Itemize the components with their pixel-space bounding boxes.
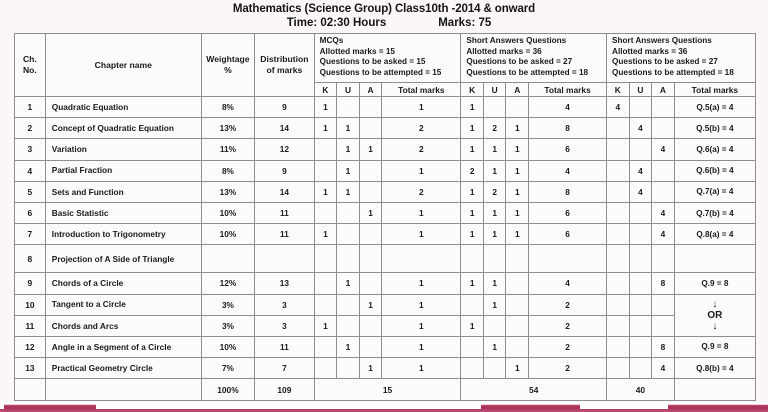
header-saq1-u: U: [483, 83, 506, 97]
row-saq2-question-label: Q.8(b) = 4: [674, 358, 755, 379]
row-chapter-number: 1: [15, 97, 46, 118]
header-group-saq-1: [461, 34, 607, 83]
row-saq2-a: [652, 181, 675, 202]
row-mcq-k: [314, 336, 337, 357]
group-1-attempted: Questions to be attempted = 18: [466, 67, 589, 77]
header-distribution-line2: of marks: [266, 65, 303, 75]
row-saq2-k: [607, 358, 630, 379]
table-row[interactable]: [15, 336, 756, 357]
row-mcq-total: 1: [382, 224, 461, 245]
row-saq2-a: 8: [652, 273, 675, 294]
row-saq1-k: [461, 358, 484, 379]
exam-meta-row: [0, 16, 768, 31]
row-saq1-a: [506, 336, 529, 357]
header-saq2-u: U: [629, 83, 652, 97]
row-saq1-k: 1: [461, 315, 484, 336]
row-saq1-total: 2: [529, 336, 607, 357]
header-weightage: [201, 34, 254, 97]
row-saq1-total: 6: [529, 202, 607, 223]
row-mcq-u: [337, 245, 360, 273]
header-group-saq-2: [607, 34, 756, 83]
header-weightage-line1: Weightage: [206, 54, 250, 64]
row-distribution: 3: [255, 315, 315, 336]
row-saq2-k: 4: [607, 97, 630, 118]
row-distribution: 14: [255, 181, 315, 202]
row-mcq-u: 1: [337, 273, 360, 294]
group-2-name: Short Answers Questions: [612, 36, 712, 45]
row-saq2-a: 4: [652, 202, 675, 223]
table-row[interactable]: [15, 139, 756, 160]
row-mcq-total: 1: [382, 273, 461, 294]
row-saq1-total: 6: [529, 224, 607, 245]
syllabus-table-container: [14, 33, 756, 401]
row-saq2-u: [629, 336, 652, 357]
row-saq1-k: [461, 336, 484, 357]
group-0-allotted: Allotted marks = 15: [319, 46, 395, 56]
row-saq1-u: 2: [483, 181, 506, 202]
table-row[interactable]: [15, 97, 756, 118]
row-saq2-a: 4: [652, 224, 675, 245]
header-saq2-total: Total marks: [674, 83, 755, 97]
row-saq2-u: [629, 97, 652, 118]
row-saq2-question-label: Q.5(a) = 4: [674, 97, 755, 118]
row-mcq-u: 1: [337, 181, 360, 202]
header-distribution-line1: Distribution: [260, 54, 309, 64]
table-row[interactable]: [15, 224, 756, 245]
row-distribution: 13: [255, 273, 315, 294]
row-mcq-k: [314, 273, 337, 294]
row-saq1-a: [506, 245, 529, 273]
row-saq1-u: 1: [483, 336, 506, 357]
row-saq2-question-label: Q.9 = 8: [674, 273, 755, 294]
row-weightage: 10%: [201, 336, 254, 357]
totals-last: [674, 379, 755, 401]
row-saq2-u: [629, 294, 652, 315]
row-saq2-u: [629, 315, 652, 336]
row-mcq-u: 1: [337, 160, 360, 181]
row-mcq-k: [314, 202, 337, 223]
row-weightage: 7%: [201, 358, 254, 379]
row-saq1-a: [506, 294, 529, 315]
row-saq1-a: 1: [506, 358, 529, 379]
table-body: [15, 97, 756, 379]
scanned-page-edge: [0, 402, 768, 412]
row-saq2-u: [629, 273, 652, 294]
row-mcq-a: 1: [359, 202, 382, 223]
row-saq2-k: [607, 118, 630, 139]
row-mcq-u: 1: [337, 118, 360, 139]
row-weightage: 13%: [201, 181, 254, 202]
row-saq1-total: 2: [529, 315, 607, 336]
paper-pattern-table: [14, 33, 756, 401]
row-mcq-u: [337, 224, 360, 245]
row-chapter-name: Angle in a Segment of a Circle: [45, 336, 201, 357]
row-mcq-a: [359, 160, 382, 181]
row-saq2-a: 4: [652, 358, 675, 379]
row-saq1-k: 1: [461, 139, 484, 160]
row-saq2-k: [607, 181, 630, 202]
row-mcq-u: 1: [337, 139, 360, 160]
row-distribution: 11: [255, 336, 315, 357]
row-mcq-total: 1: [382, 202, 461, 223]
page-edge-notch-a: [96, 402, 481, 409]
row-chapter-number: 6: [15, 202, 46, 223]
group-0-attempted: Questions to be attempted = 15: [319, 67, 442, 77]
row-chapter-number: 11: [15, 315, 46, 336]
group-1-asked: Questions to be asked = 27: [466, 57, 573, 67]
row-weightage: 12%: [201, 273, 254, 294]
row-saq2-or-block: [674, 294, 755, 336]
row-chapter-number: 4: [15, 160, 46, 181]
row-weightage: 3%: [201, 315, 254, 336]
row-saq2-k: [607, 224, 630, 245]
header-mcq-a: A: [359, 83, 382, 97]
row-saq2-u: 4: [629, 118, 652, 139]
row-mcq-k: 1: [314, 315, 337, 336]
header-saq1-total: Total marks: [529, 83, 607, 97]
row-mcq-k: [314, 358, 337, 379]
row-mcq-u: [337, 315, 360, 336]
header-weightage-line2: %: [224, 65, 232, 75]
header-distribution: [255, 34, 315, 97]
row-saq2-question-label: Q.9 = 8: [674, 336, 755, 357]
row-chapter-number: 8: [15, 245, 46, 273]
row-saq1-k: 1: [461, 181, 484, 202]
row-saq2-u: [629, 224, 652, 245]
row-weightage: 3%: [201, 294, 254, 315]
row-mcq-k: 1: [314, 97, 337, 118]
row-chapter-name: Partial Fraction: [45, 160, 201, 181]
row-saq2-u: 4: [629, 160, 652, 181]
row-saq1-u: 1: [483, 202, 506, 223]
row-saq1-total: 4: [529, 160, 607, 181]
row-saq2-question-label: Q.8(a) = 4: [674, 224, 755, 245]
header-group-mcqs: [314, 34, 461, 83]
header-saq1-k: K: [461, 83, 484, 97]
row-mcq-u: [337, 97, 360, 118]
row-chapter-name: Basic Statistic: [45, 202, 201, 223]
totals-row: [15, 379, 756, 401]
row-saq2-question-label: Q.6(a) = 4: [674, 139, 755, 160]
row-mcq-k: 1: [314, 224, 337, 245]
row-mcq-k: [314, 139, 337, 160]
group-2-allotted: Allotted marks = 36: [612, 46, 688, 56]
row-distribution: 14: [255, 118, 315, 139]
table-row[interactable]: [15, 315, 756, 336]
row-saq2-k: [607, 202, 630, 223]
row-saq1-a: [506, 97, 529, 118]
row-saq1-total: 8: [529, 181, 607, 202]
row-saq1-total: 6: [529, 139, 607, 160]
row-mcq-total: 1: [382, 358, 461, 379]
page-edge-notch-c: [0, 402, 4, 409]
row-saq2-k: [607, 245, 630, 273]
table-row[interactable]: [15, 202, 756, 223]
row-saq2-a: [652, 245, 675, 273]
row-chapter-name: Variation: [45, 139, 201, 160]
row-saq2-k: [607, 160, 630, 181]
row-mcq-a: [359, 245, 382, 273]
row-mcq-k: 1: [314, 118, 337, 139]
row-mcq-k: 1: [314, 181, 337, 202]
row-chapter-number: 12: [15, 336, 46, 357]
row-saq2-u: [629, 358, 652, 379]
row-saq2-question-label: [674, 245, 755, 273]
row-weightage: 8%: [201, 97, 254, 118]
row-distribution: 11: [255, 202, 315, 223]
row-saq2-k: [607, 139, 630, 160]
row-chapter-number: 10: [15, 294, 46, 315]
header-ch-no-line2: No.: [22, 65, 37, 75]
row-saq1-u: 1: [483, 273, 506, 294]
row-mcq-a: 1: [359, 294, 382, 315]
row-mcq-total: 1: [382, 160, 461, 181]
header-chapter-name: Chapter name: [45, 34, 201, 97]
totals-weightage: 100%: [201, 379, 254, 401]
header-ch-no-line1: Ch.: [22, 54, 37, 64]
row-mcq-total: 1: [382, 315, 461, 336]
row-mcq-a: 1: [359, 139, 382, 160]
row-weightage: 10%: [201, 202, 254, 223]
table-row[interactable]: [15, 294, 756, 315]
row-saq2-a: 8: [652, 336, 675, 357]
row-saq1-k: 1: [461, 118, 484, 139]
row-saq1-k: 2: [461, 160, 484, 181]
arrow-down-icon: ↓: [712, 320, 718, 332]
row-saq1-total: 4: [529, 97, 607, 118]
row-saq1-a: 1: [506, 224, 529, 245]
page-title: Mathematics (Science Group) Class10th -2014 & onward: [232, 3, 536, 15]
exam-marks: Marks: 75: [438, 17, 492, 29]
row-saq1-a: 1: [506, 181, 529, 202]
row-saq2-a: [652, 315, 675, 336]
row-saq1-a: 1: [506, 118, 529, 139]
header-group-row: [15, 34, 756, 83]
row-saq2-a: 4: [652, 139, 675, 160]
row-chapter-number: 13: [15, 358, 46, 379]
row-saq2-question-label: Q.6(b) = 4: [674, 160, 755, 181]
table-row[interactable]: [15, 273, 756, 294]
document-title-block: [0, 0, 768, 31]
table-row[interactable]: [15, 160, 756, 181]
row-mcq-a: [359, 181, 382, 202]
row-saq2-a: [652, 294, 675, 315]
totals-saq1: 54: [461, 379, 607, 401]
row-saq2-k: [607, 315, 630, 336]
row-saq2-question-label: Q.5(b) = 4: [674, 118, 755, 139]
group-0-asked: Questions to be asked = 15: [319, 57, 426, 67]
row-saq2-u: 4: [629, 181, 652, 202]
row-mcq-u: 1: [337, 336, 360, 357]
row-saq2-k: [607, 273, 630, 294]
row-saq1-k: [461, 245, 484, 273]
row-saq1-u: 1: [483, 294, 506, 315]
row-chapter-name: Chords of a Circle: [45, 273, 201, 294]
row-saq2-k: [607, 336, 630, 357]
row-chapter-name: Tangent to a Circle: [45, 294, 201, 315]
row-saq1-total: 4: [529, 273, 607, 294]
row-saq1-k: [461, 294, 484, 315]
row-chapter-number: 5: [15, 181, 46, 202]
row-mcq-total: 2: [382, 139, 461, 160]
row-saq1-k: 1: [461, 202, 484, 223]
row-chapter-number: 3: [15, 139, 46, 160]
arrow-down-icon: ↓: [712, 298, 718, 310]
row-saq1-u: 1: [483, 139, 506, 160]
header-saq2-k: K: [607, 83, 630, 97]
row-chapter-name: Practical Geometry Circle: [45, 358, 201, 379]
row-saq1-u: 1: [483, 224, 506, 245]
row-saq1-total: 8: [529, 118, 607, 139]
totals-chapter: [45, 379, 201, 401]
row-saq1-u: 2: [483, 118, 506, 139]
row-saq1-u: [483, 358, 506, 379]
row-distribution: 9: [255, 97, 315, 118]
table-head: [15, 34, 756, 97]
group-0-name: MCQs: [319, 36, 344, 45]
row-mcq-k: [314, 245, 337, 273]
row-saq2-a: [652, 97, 675, 118]
row-mcq-a: [359, 336, 382, 357]
header-saq1-a: A: [506, 83, 529, 97]
row-saq1-a: [506, 273, 529, 294]
row-saq1-a: 1: [506, 202, 529, 223]
page-edge-notch-b: [580, 402, 668, 409]
group-2-asked: Questions to be asked = 27: [612, 57, 718, 67]
group-1-name: Short Answers Questions: [466, 36, 567, 45]
row-saq2-u: [629, 202, 652, 223]
group-1-allotted: Allotted marks = 36: [466, 46, 542, 56]
totals-mcq: 15: [314, 379, 461, 401]
group-2-attempted: Questions to be attempted = 18: [612, 67, 734, 77]
row-mcq-total: [382, 245, 461, 273]
row-saq2-question-label: Q.7(b) = 4: [674, 202, 755, 223]
row-mcq-k: [314, 160, 337, 181]
row-weightage: 13%: [201, 118, 254, 139]
row-saq1-k: 1: [461, 273, 484, 294]
row-saq2-u: [629, 245, 652, 273]
header-mcq-k: K: [314, 83, 337, 97]
row-mcq-total: 2: [382, 118, 461, 139]
table-row[interactable]: [15, 245, 756, 273]
row-mcq-u: [337, 358, 360, 379]
header-mcq-u: U: [337, 83, 360, 97]
row-chapter-name: Quadratic Equation: [45, 97, 201, 118]
header-ch-no: [15, 34, 46, 97]
or-label: OR: [707, 309, 723, 321]
row-mcq-k: [314, 294, 337, 315]
row-chapter-name: Introduction to Trigonometry: [45, 224, 201, 245]
row-chapter-number: 7: [15, 224, 46, 245]
row-saq1-k: 1: [461, 224, 484, 245]
row-weightage: [201, 245, 254, 273]
row-mcq-total: 1: [382, 97, 461, 118]
row-mcq-total: 2: [382, 181, 461, 202]
row-saq2-u: [629, 139, 652, 160]
row-weightage: 11%: [201, 139, 254, 160]
row-saq2-k: [607, 294, 630, 315]
table-row[interactable]: [15, 358, 756, 379]
row-distribution: 11: [255, 224, 315, 245]
row-chapter-number: 9: [15, 273, 46, 294]
row-weightage: 8%: [201, 160, 254, 181]
row-distribution: [255, 245, 315, 273]
table-row[interactable]: [15, 181, 756, 202]
row-distribution: 9: [255, 160, 315, 181]
exam-time: Time: 02:30 Hours: [286, 17, 387, 29]
row-saq1-u: [483, 245, 506, 273]
row-chapter-name: Concept of Quadratic Equation: [45, 118, 201, 139]
row-saq1-a: 1: [506, 139, 529, 160]
totals-distribution: 109: [255, 379, 315, 401]
row-distribution: 7: [255, 358, 315, 379]
table-row[interactable]: [15, 118, 756, 139]
row-saq2-a: [652, 118, 675, 139]
row-mcq-u: [337, 202, 360, 223]
row-mcq-a: [359, 224, 382, 245]
header-saq2-a: A: [652, 83, 675, 97]
row-mcq-a: [359, 118, 382, 139]
table-foot: [15, 379, 756, 401]
row-weightage: 10%: [201, 224, 254, 245]
row-mcq-total: 1: [382, 294, 461, 315]
row-mcq-u: [337, 294, 360, 315]
row-chapter-name: Projection of A Side of Triangle: [45, 245, 201, 273]
row-saq1-a: [506, 315, 529, 336]
row-mcq-a: [359, 97, 382, 118]
row-saq2-question-label: Q.7(a) = 4: [674, 181, 755, 202]
row-mcq-a: [359, 315, 382, 336]
row-saq1-total: 2: [529, 294, 607, 315]
row-chapter-name: Chords and Arcs: [45, 315, 201, 336]
row-saq2-a: [652, 160, 675, 181]
row-saq1-u: 1: [483, 160, 506, 181]
row-mcq-total: 1: [382, 336, 461, 357]
row-saq1-u: [483, 315, 506, 336]
row-chapter-number: 2: [15, 118, 46, 139]
row-saq1-u: [483, 97, 506, 118]
row-mcq-a: [359, 273, 382, 294]
row-saq1-total: [529, 245, 607, 273]
totals-saq2: 40: [607, 379, 675, 401]
row-saq1-total: 2: [529, 358, 607, 379]
row-chapter-name: Sets and Function: [45, 181, 201, 202]
row-saq1-a: 1: [506, 160, 529, 181]
row-distribution: 3: [255, 294, 315, 315]
row-distribution: 12: [255, 139, 315, 160]
row-mcq-a: 1: [359, 358, 382, 379]
totals-ch-no: [15, 379, 46, 401]
header-mcq-total: Total marks: [382, 83, 461, 97]
row-saq1-k: 1: [461, 97, 484, 118]
